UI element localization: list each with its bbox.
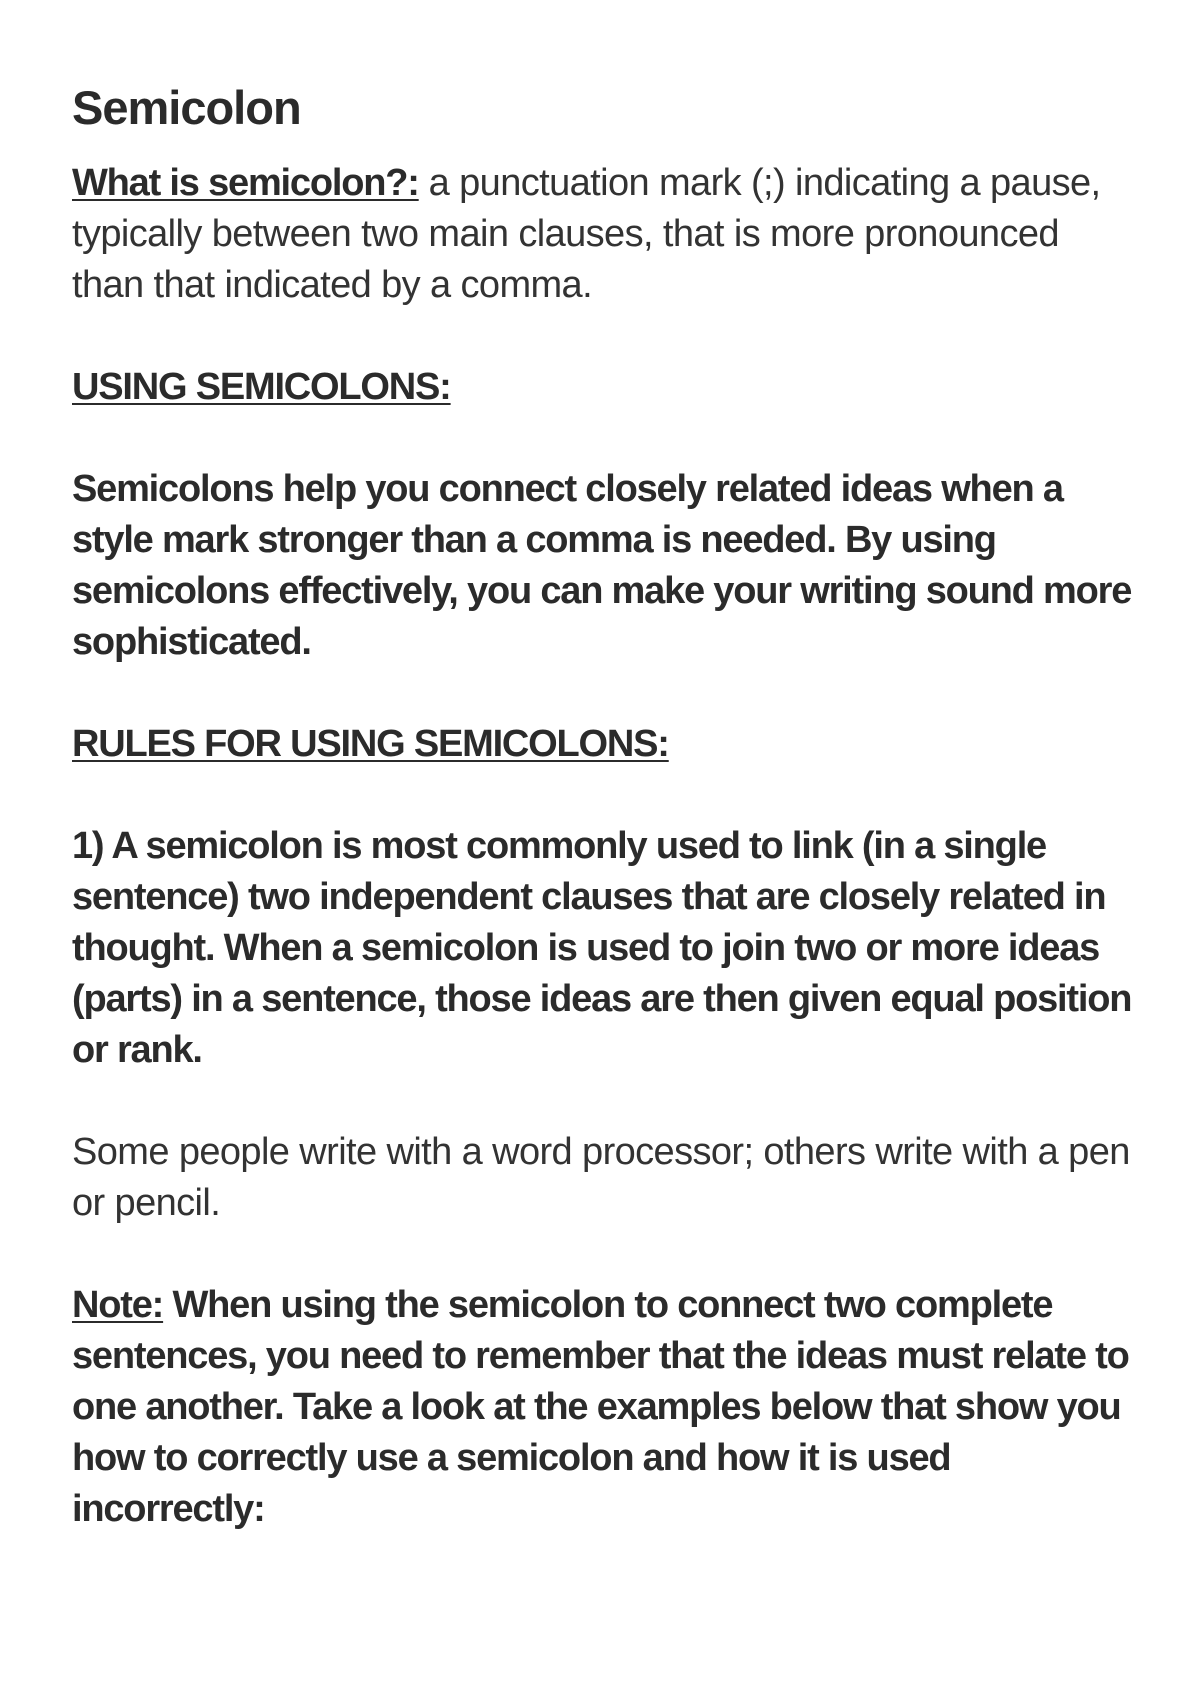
definition-paragraph [72,158,1140,311]
spacer [72,311,1140,362]
note-label: Note: [72,1284,164,1326]
page-title: Semicolon [72,81,301,134]
spacer [72,1229,1140,1280]
spacer [72,770,1140,821]
using-semicolons-heading: USING SEMICOLONS: [72,366,451,408]
note-paragraph [72,1280,1140,1535]
note-text: When using the semicolon to connect two complete sentences, you need to remember that the ideas must relate to one another. Take a look at the examples below that show you how to correctly use a semicolon and how it is used incorrectly: [72,1284,1129,1530]
rules-heading: RULES FOR USING SEMICOLONS: [72,723,669,765]
rule-1-text: 1) A semicolon is most commonly used to link (in a single sentence) two independent clauses that are closely related in thought. When a semicolon is used to join two or more ideas (parts) in a sentence, those ideas are then given equal position or rank. [72,825,1132,1071]
definition-label: What is semicolon?: [72,162,419,204]
spacer [72,668,1140,719]
spacer [72,413,1140,464]
spacer [72,1076,1140,1127]
using-semicolons-text: Semicolons help you connect closely related ideas when a style mark stronger than a comma is needed. By using semicolons effectively, you can make your writing sound more sophisticated. [72,468,1132,663]
definition-text: a punctuation mark (;) indicating a pause, typically between two main clauses, that is more pronounced than that indicated by a comma. [72,162,1101,306]
example-sentence: Some people write with a word processor; others write with a pen or pencil. [72,1131,1130,1224]
